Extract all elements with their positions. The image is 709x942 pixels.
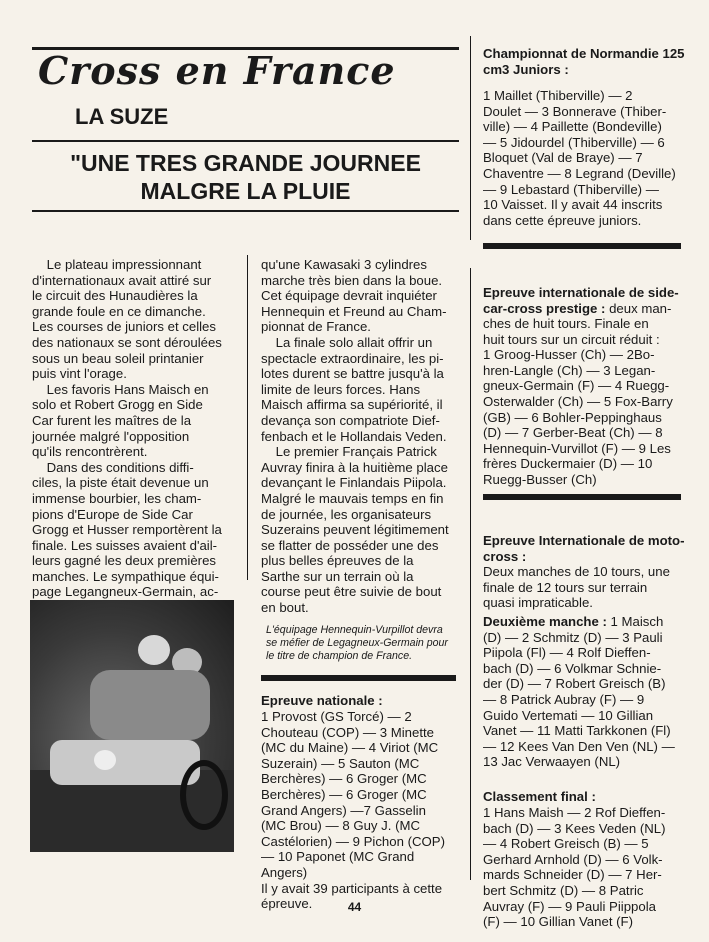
manche2-results: 1 Maisch (D) — 2 Schmitz (D) — 3 Pauli Piipola (Fl) — 4 Rolf Dieffen- bach (D) — 6 Volkmar Schnie- der (D) — 7 Robert Greisch (B) — 8 Patrick Aubray (F) — 9 Guido Vertemati — 10 Gillian Vanet — 11 Matti Tarkkonen (Fl) — 12 Kees Van Den Ven (NL) — 13 Jac Verwaayen (NL) <box>483 614 675 770</box>
column-divider-3 <box>470 268 471 880</box>
manche2-section <box>483 614 688 770</box>
motocross-title: Epreuve Internationale de moto- cross : <box>483 533 685 564</box>
nationale-bar <box>261 675 456 681</box>
section-kicker: Cross en France <box>38 48 396 93</box>
sidecar-bar <box>483 243 681 249</box>
normandie-results: 1 Maillet (Thiberville) — 2 Doulet — 3 Bonnerave (Thiber- ville) — 4 Paillette (Bondeville) — 5 Jidourdel (Thiberville) — 6 Bloquet (Val de Braye) — 7 Chaventre — 8 Legrand (Deville) — 9 Lebastard (Thiberville) — 10 Vaisset. Il y avait 44 inscrits dans cette épreuve juniors. <box>483 88 676 228</box>
final-title: Classement final : <box>483 789 596 804</box>
motocross-bar <box>483 494 681 500</box>
photo-caption: L'équipage Hennequin-Vurpillot devra se méfier de Legagneux-Germain pour le titre de champion de France. <box>266 624 448 662</box>
sidecar-title: Epreuve internationale de side- car-cross prestige : <box>483 285 679 316</box>
column-divider-2 <box>470 36 471 240</box>
motocross-intro: Deux manches de 10 tours, une finale de 12 tours sur terrain quasi impraticable. <box>483 564 670 611</box>
front-wheel <box>180 760 228 830</box>
header-mid-rule <box>32 140 459 142</box>
page-number: 44 <box>347 900 362 914</box>
nationale-title: Epreuve nationale : <box>261 693 383 708</box>
rider-body <box>90 670 210 740</box>
final-results: 1 Hans Maish — 2 Rof Dieffen- bach (D) — 3 Kees Veden (NL) — 4 Robert Greisch (B) — 5 Gerhard Arnhold (D) — 6 Volk- mards Schneider (D) — 7 Her- bert Schmitz (D) — 8 Patric Auvray (F) — 9 Pauli Piippola (F) — 10 Gillian Vanet (F) <box>483 805 666 930</box>
article-column-1: Le plateau impressionnant d'internationaux avait attiré sur le circuit des Hunaudières la grande foule en ce dimanche. Les courses de juniors et celles des nationaux se sont déroulées sous un beau soleil printanier puis vint l'orage. Les favoris Hans Maisch en solo et Robert Grogg en Side Car furent les maîtres de la journée malgré l'opposition qu'ils rencontrèrent. Dans des conditions diffi- ciles, la piste était devenue un immense bourbier, les cham- pions d'Europe de Side Car Grogg et Husser remportèrent la finale. Les suisses avaient d'ail- leurs gagné les deux premières manches. Le sympathique équi- page Legangneux-Germain, ac- <box>32 257 222 600</box>
sidecar-title-tail: deux man- <box>605 300 672 316</box>
sidecar-photo <box>30 600 234 852</box>
sidecar-body <box>50 740 200 785</box>
race-number-plate <box>94 750 116 770</box>
manche2-title: Deuxième manche : <box>483 614 607 629</box>
nationale-results: 1 Provost (GS Torcé) — 2 Chouteau (COP) — 3 Minette (MC du Maine) — 4 Viriot (MC Suzerain) — 5 Sauton (MC Berchères) — 6 Groger (MC Berchères) — 6 Groger (MC Grand Angers) —7 Gasselin (MC Brou) — 8 Guy J. (MC Castélorien) — 9 Pichon (COP) — 10 Paponet (MC Grand Angers) Il y avait 39 participants à cette épreuve. <box>261 709 445 912</box>
headline-line-2: MALGRE LA PLUIE <box>140 178 351 204</box>
headline-line-1: "UNE TRES GRANDE JOURNEE <box>70 150 421 176</box>
rider-helmet-1 <box>138 635 170 665</box>
column-divider-1 <box>247 255 248 580</box>
sidecar-results: ches de huit tours. Finale en huit tours sur un circuit réduit : 1 Groog-Husser (Ch) — 2Bo- hren-Langle (Ch) — 3 Legan- gneux-Germain (F) — 4 Ruegg- Osterwalder (Ch) — 5 Fox-Barry (GB) — 6 Bohler-Peppinghaus (D) — 7 Gerber-Beat (Ch) — 8 Hennequin-Vurvillot (F) — 9 Les frères Duckermaier (D) — 10 Ruegg-Busser (Ch) <box>483 316 673 487</box>
normandie-title: Championnat de Normandie 125 cm3 Juniors : <box>483 46 685 77</box>
sidecar-section <box>483 285 688 316</box>
article-location: LA SUZE <box>75 104 169 129</box>
header-bottom-rule <box>32 210 459 212</box>
article-column-2: qu'une Kawasaki 3 cylindres marche très bien dans la boue. Cet équipage devrait inquiéter Hennequin et Freund au Cham- pionnat de France. La finale solo allait offrir un spectacle extraordinaire, les pi- lotes durent se battre jusqu'à la limite de leurs forces. Hans Maisch affirma sa supériorité, il devança son compatriote Dief- fenbach et le Hollandais Veden. Le premier Français Patrick Auvray finira à la huitième place devançant le Finlandais Piipola. Malgré le mauvais temps en fin de journée, les organisateurs Suzerains peuvent légitimement se flatter de posséder une des plus belles épreuves de la Sarthe sur un terrain où la course peut être suivie de bout en bout. <box>261 257 449 616</box>
